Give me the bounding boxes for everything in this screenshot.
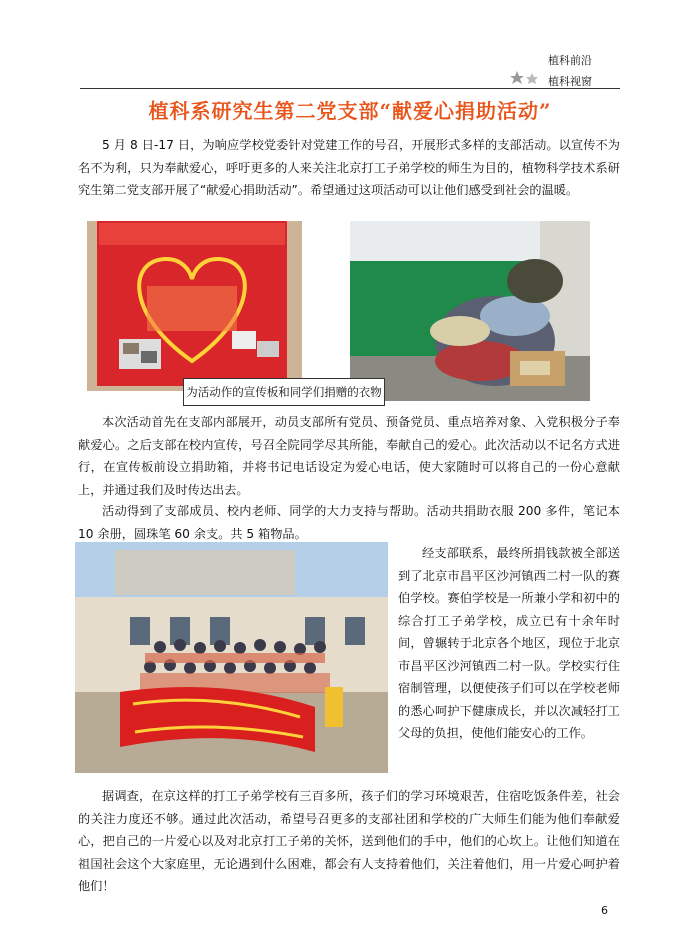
school-group-photo <box>75 542 388 773</box>
paragraph-intro: 5 月 8 日-17 日，为响应学校党委针对党建工作的号召，开展形式多样的支部活动。以宣传不为名不为利，只为奉献爱心，呼吁更多的人来关注北京打工子弟学校的师生为目的，植物科学技术系研究生第二党支部开展了“献爱心捐助活动”。希望通过这项活动可以让他们感受到社会的温暖。 <box>78 138 620 197</box>
header-section-1: 植科前沿 <box>548 54 592 67</box>
poster-board-photo <box>87 221 302 391</box>
article-title: 植科系研究生第二党支部“献爱心捐助活动” <box>148 99 552 123</box>
header-section-2: 植科视窗 <box>548 75 592 88</box>
paragraph-donations: 活动得到了支部成员、校内老师、同学的大力支持与帮助。活动共捐助衣服 200 多件，笔记本 10 余册，圆珠笔 60 余支。共 5 箱物品。 <box>78 504 620 541</box>
page-number: 6 <box>601 904 608 917</box>
paragraph-conclusion: 据调查，在京这样的打工子弟学校有三百多所，孩子们的学习环境艰苦，住宿吃饭条件差，社会的关注力度还不够。通过此次活动，希望号召更多的支部社团和学校的广大师生们能为他们奉献爱心，把自己的一片爱心以及对北京打工子弟的关怀，送到他们的手中，他们的心坎上。让他们知道在祖国社会这个大家庭里，无论遇到什么困难，都会有人支持着他们，关注着他们，用一片爱心呵护着他们！ <box>78 789 620 893</box>
stars-icon <box>510 70 544 86</box>
header-rule <box>80 88 620 89</box>
photo-caption: 为活动作的宣传板和同学们捐赠的衣物 <box>183 378 385 406</box>
paragraph-school: 经支部联系，最终所捐钱款被全部送到了北京市昌平区沙河镇西二村一队的赛伯学校。赛伯学校是一所兼小学和初中的综合打工子弟学校，成立已有十余年时间，曾辗转于北京各个地区，现位于北京市昌平区沙河镇西二村一队。学校实行住宿制管理，以便使孩子们可以在学校老师的悉心呵护下健康成长，并以次减轻打工父母的负担，使他们能安心的工作。 <box>398 546 620 740</box>
paragraph-activity: 本次活动首先在支部内部展开，动员支部所有党员、预备党员、重点培养对象、入党积极分子奉献爱心。之后支部在校内宣传，号召全院同学尽其所能，奉献自己的爱心。此次活动以不记名方式进行，在宣传板前设立捐助箱，并将书记电话设定为爱心电话，使大家随时可以将自己的一份心意献上，并通过我们及时传达出去。 <box>78 415 620 497</box>
donated-clothes-photo <box>350 221 590 401</box>
